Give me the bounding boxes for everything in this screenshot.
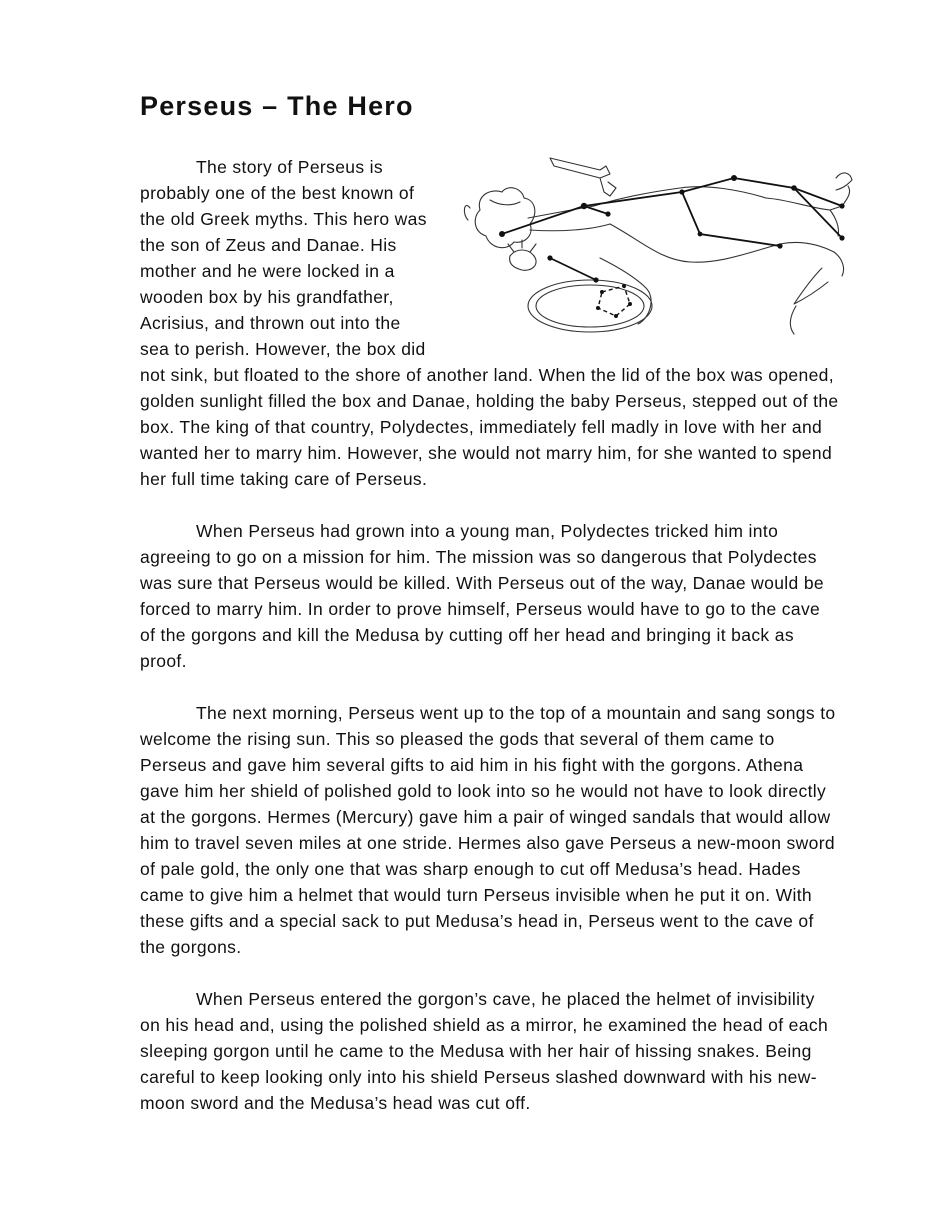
perseus-constellation-illustration [450, 148, 860, 344]
paragraph-4: When Perseus entered the gorgon’s cave, he placed the helmet of invisibility on his head and, using the polished shield as a mirror, he examined the head of each sleeping gorgon until he came to the Medusa with her hair of hissing snakes. Being careful to keep looking only into his shield Perseus slashed downward with his new-moon sword and the Medusa’s head was cut off. [140, 989, 829, 1113]
document-title: Perseus – The Hero [140, 91, 414, 121]
document-page [140, 86, 840, 1142]
paragraph-1: The story of Perseus is probably one of the best known of the old Greek myths. This hero was the son of Zeus and Danae. His mother and he were locked in a wooden box by his grandfather, Acrisius, and thrown out into the sea to perish. However, the box did not sink, but floated to the shore of another land. When the lid of the box was opened, golden sunlight filled the box and Danae, holding the baby Perseus, stepped out of the box. The king of that country, Polydectes, immediately fell madly in love with her and wanted her to marry him. However, she would not marry him, for she wanted to spend her full time taking care of Perseus. [140, 157, 839, 489]
paragraph-2: When Perseus had grown into a young man, Polydectes tricked him into agreeing to go on a mission for him. The mission was so dangerous that Polydectes was sure that Perseus would be killed. With Perseus out of the way, Danae would be forced to marry him. In order to prove himself, Perseus would have to go to the cave of the gorgons and kill the Medusa by cutting off her head and bringing it back as proof. [140, 521, 825, 671]
perseus-illustration-icon [450, 148, 860, 344]
paragraph-3: The next morning, Perseus went up to the top of a mountain and sang songs to welcome the rising sun. This so pleased the gods that several of them came to Perseus and gave him several gifts to aid him in his fight with the gorgons. Athena gave him her shield of polished gold to look into so he would not have to look directly at the gorgons. Hermes (Mercury) gave him a pair of winged sandals that would allow him to travel seven miles at one stride. Hermes also gave Perseus a new-moon sword of pale gold, the only one that was sharp enough to cut off Medusa’s head. Hades came to give him a helmet that would turn Perseus invisible when he put it on. With these gifts and a special sack to put Medusa’s head in, Perseus went to the cave of the gorgons. [140, 703, 836, 957]
